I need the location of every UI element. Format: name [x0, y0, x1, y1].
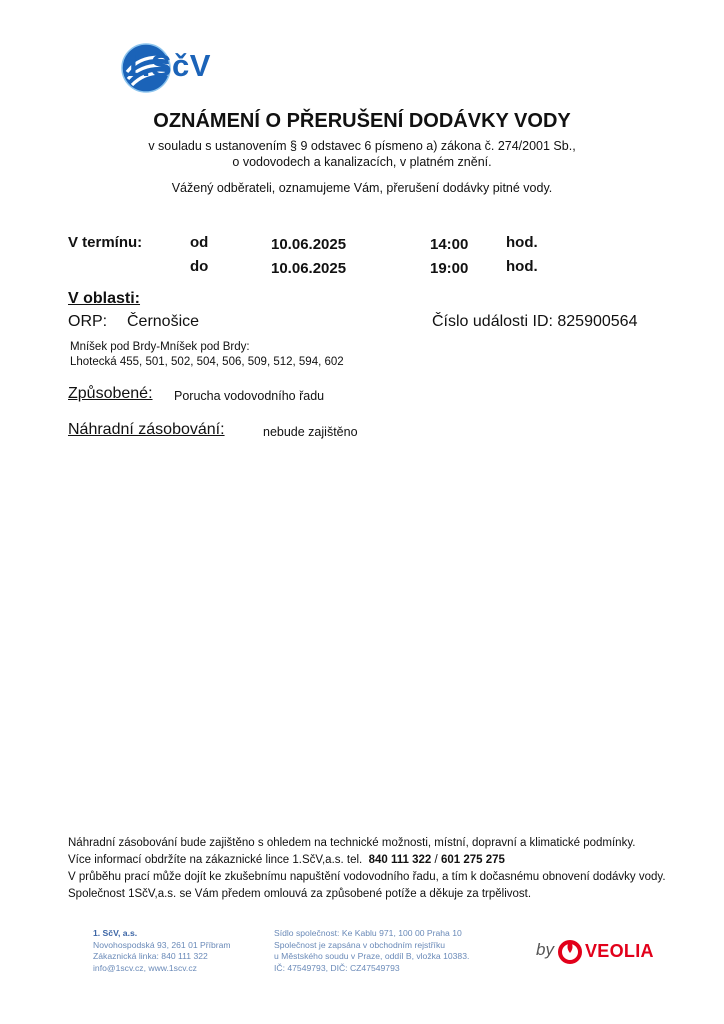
note-line1: Náhradní zásobování bude zajištěno s ohledem na technické možnosti, místní, dopravní a klimatické podmínky.: [68, 837, 636, 849]
note-line2: [68, 854, 505, 866]
footer-register1: Společnost je zapsána v obchodním rejstříku: [274, 939, 446, 950]
orp-label: ORP:: [68, 313, 108, 330]
footer-ids: IČ: 47549793, DIČ: CZ47549793: [274, 962, 400, 973]
from-label: od: [190, 234, 209, 251]
page-title: OZNÁMENÍ O PŘERUŠENÍ DODÁVKY VODY: [153, 110, 571, 132]
company-logo-text: 1.SčV: [124, 48, 211, 83]
location-line2: Lhotecká 455, 501, 502, 504, 506, 509, 512, 594, 602: [70, 356, 344, 368]
area-label: V oblasti:: [68, 290, 141, 307]
veolia-logo-icon: [557, 937, 583, 965]
footer-company-name: 1. SčV, a.s.: [93, 928, 138, 938]
phone-separator: /: [434, 854, 438, 866]
footer-register2: u Městského soudu v Praze, oddíl B, vložka 10383.: [274, 951, 470, 961]
cause-label: Způsobené:: [68, 385, 153, 402]
event-id: Číslo události ID: 825900564: [432, 313, 638, 330]
to-label: do: [190, 258, 209, 275]
legal-basis-line1: v souladu s ustanovením § 9 odstavec 6 písmeno a) zákona č. 274/2001 Sb.,: [148, 139, 576, 153]
footer-company-block: [93, 928, 231, 974]
note-line4: Společnost 1SčV,a.s. se Vám předem omlouvá za způsobené potíže a děkuje za trpělivost.: [68, 888, 532, 900]
to-date: 10.06.2025: [271, 260, 347, 277]
footer-registry-block: [274, 928, 469, 974]
footer-contact: info@1scv.cz, www.1scv.cz: [93, 962, 197, 973]
orp-value: Černošice: [127, 313, 200, 330]
footer-hotline: Zákaznická linka: 840 111 322: [93, 951, 208, 961]
footer-address: Novohospodská 93, 261 01 Příbram: [93, 939, 231, 950]
location-line1: Mníšek pod Brdy-Mníšek pod Brdy:: [70, 341, 250, 353]
to-time: 19:00: [430, 260, 469, 277]
to-unit: hod.: [506, 258, 538, 275]
replacement-label: Náhradní zásobování:: [68, 421, 225, 438]
cause-value: Porucha vodovodního řadu: [174, 389, 325, 403]
term-label: V termínu:: [68, 234, 143, 251]
note-line3: V průběhu prací může dojít ke zkušebnímu napuštění vodovodního řadu, a tím k dočasnému obnovení dodávky vody.: [68, 871, 666, 883]
phone-secondary: 601 275 275: [440, 854, 505, 866]
veolia-logo-text: VEOLIA: [585, 941, 654, 961]
legal-basis-line2: o vodovodech a kanalizacích, v platném znění.: [232, 155, 492, 169]
from-unit: hod.: [506, 234, 538, 251]
phone-primary: 840 111 322: [368, 854, 432, 866]
from-date: 10.06.2025: [271, 236, 347, 253]
note-line2-prefix: Více informací obdržíte na zákaznické lince 1.SčV,a.s. tel.: [68, 854, 363, 866]
by-veolia-prefix: by: [536, 940, 554, 959]
replacement-value: nebude zajištěno: [263, 425, 358, 439]
footer-seat: Sídlo společnost: Ke Kablu 971, 100 00 Praha 10: [274, 928, 462, 938]
from-time: 14:00: [430, 236, 469, 253]
greeting: Vážený odběrateli, oznamujeme Vám, přerušení dodávky pitné vody.: [171, 181, 553, 195]
